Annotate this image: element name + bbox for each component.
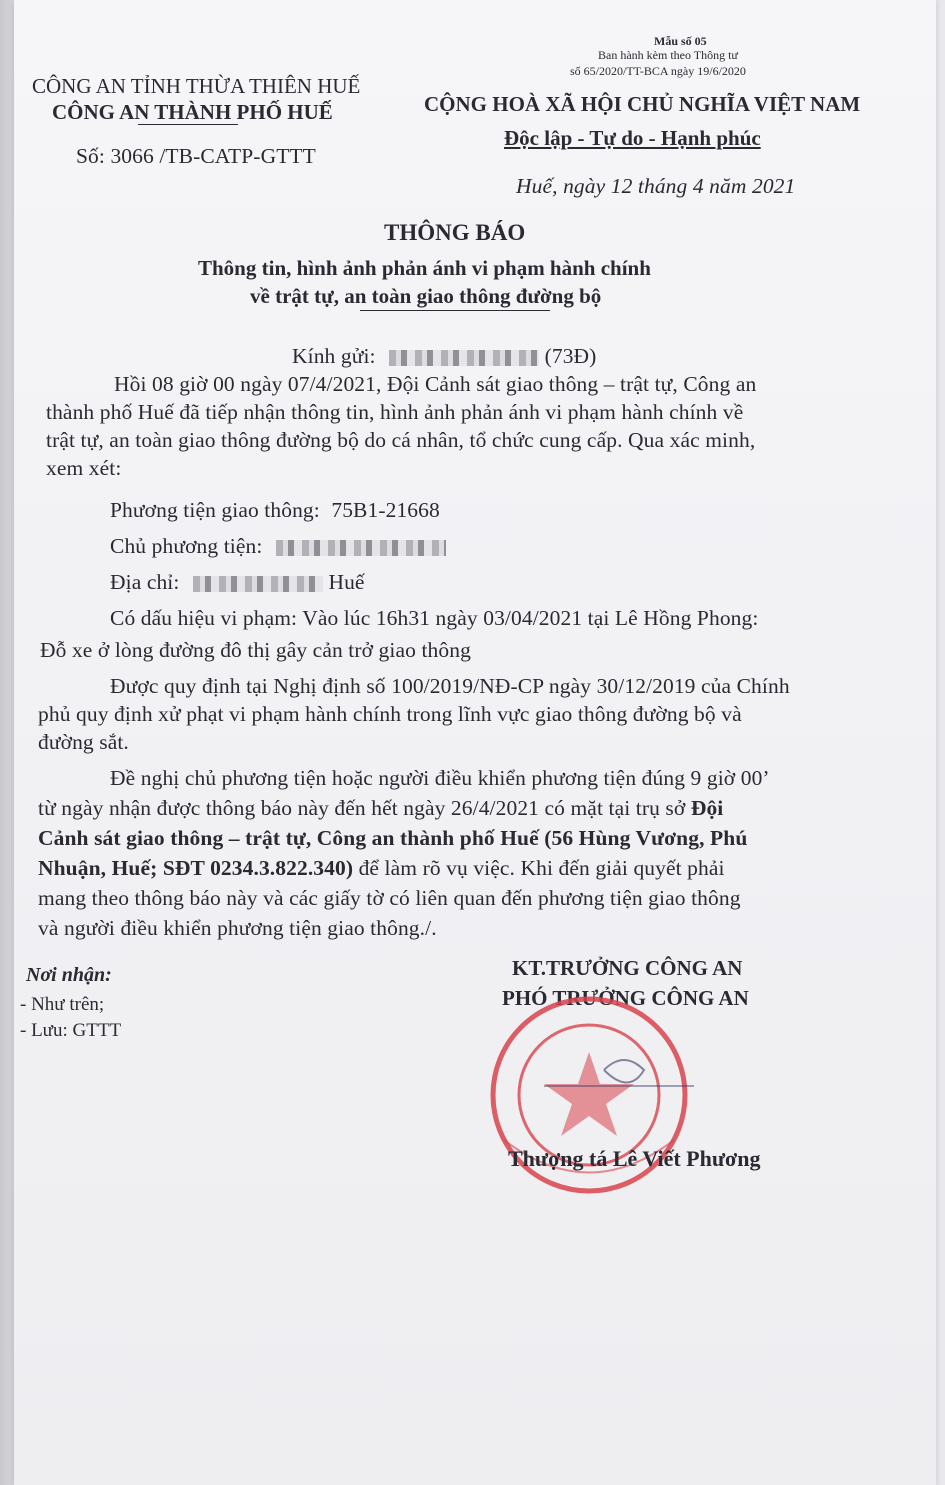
request-line5: mang theo thông báo này và các giấy tờ có liên quan đến phương tiện giao thông (38, 886, 741, 910)
owner-label: Chủ phương tiện: (110, 534, 263, 558)
request-line2 (38, 796, 723, 821)
request-line6: và người điều khiển phương tiện giao thông./. (38, 916, 437, 940)
owner-line (110, 534, 446, 559)
notice-subtitle-2: về trật tự, an toàn giao thông đường bộ (250, 284, 602, 308)
national-title: CỘNG HOÀ XÃ HỘI CHỦ NGHĨA VIỆT NAM (424, 92, 861, 116)
title-underline (360, 310, 550, 311)
request-line2-text: từ ngày nhận được thông báo này đến hết ngày 26/4/2021 có mặt tại trụ sở (38, 796, 691, 820)
recipient-suffix: (73Đ) (544, 344, 597, 368)
request-line4 (38, 856, 725, 881)
recipient-name-redacted (389, 350, 539, 366)
notice-subtitle-1: Thông tin, hình ảnh phản ánh vi phạm hành chính (198, 256, 651, 280)
paragraph1-line3: trật tự, an toàn giao thông đường bộ do cá nhân, tổ chức cung cấp. Qua xác minh, (46, 428, 756, 452)
signature-line1: KT.TRƯỞNG CÔNG AN (512, 956, 743, 980)
recipients-item1: - Như trên; (20, 994, 105, 1015)
signature-line2: PHÓ TRƯỞNG CÔNG AN (502, 986, 749, 1010)
address-city: Huế (328, 570, 365, 594)
recipient-line (292, 344, 596, 369)
notice-title: THÔNG BÁO (384, 220, 526, 245)
request-line1: Đề nghị chủ phương tiện hoặc người điều khiển phương tiện đúng 9 giờ 00’ (110, 766, 770, 790)
national-motto: Độc lập - Tự do - Hạnh phúc (504, 126, 761, 150)
address-redacted (193, 576, 323, 592)
vehicle-plate: 75B1-21668 (331, 498, 440, 522)
recipients-title: Nơi nhận: (26, 964, 112, 986)
request-line2-bold: Đội (690, 796, 724, 820)
address-label: Địa chỉ: (110, 570, 180, 594)
request-line3: Cảnh sát giao thông – trật tự, Công an thành phố Huế (56 Hùng Vương, Phú (38, 826, 748, 850)
violation-line2: Đỗ xe ở lòng đường đô thị gây cản trở giao thông (40, 638, 471, 662)
form-ref-line2: số 65/2020/TT-BCA ngày 19/6/2020 (570, 64, 746, 78)
owner-name-redacted (276, 540, 446, 556)
issue-date: Huế, ngày 12 tháng 4 năm 2021 (516, 174, 796, 198)
document-number: Số: 3066 /TB-CATP-GTTT (76, 144, 316, 168)
document-page (14, 0, 936, 1485)
recipients-item2: - Lưu: GTTT (20, 1020, 122, 1041)
paragraph1-line1: Hồi 08 giờ 00 ngày 07/4/2021, Đội Cảnh sát giao thông – trật tự, Công an (114, 372, 757, 396)
vehicle-label: Phương tiện giao thông: (110, 498, 320, 522)
violation-line1: Có dấu hiệu vi phạm: Vào lúc 16h31 ngày 03/04/2021 tại Lê Hồng Phong: (110, 606, 759, 630)
paragraph1-line4: xem xét: (46, 456, 122, 480)
signer-name: Thượng tá Lê Viết Phương (508, 1146, 761, 1171)
regulation-line2: phủ quy định xử phạt vi phạm hành chính trong lĩnh vực giao thông đường bộ và (38, 702, 742, 726)
address-line (110, 570, 365, 595)
regulation-line3: đường sắt. (38, 730, 129, 754)
form-ref-line1: Ban hành kèm theo Thông tư (598, 48, 738, 62)
agency-underline (138, 124, 238, 125)
recipient-label: Kính gửi: (292, 344, 376, 368)
regulation-line1: Được quy định tại Nghị định số 100/2019/NĐ-CP ngày 30/12/2019 của Chính (110, 674, 790, 698)
vehicle-line (110, 498, 440, 523)
request-line4-text: để làm rõ vụ việc. Khi đến giải quyết phải (353, 856, 725, 880)
form-ref-title: Mẫu số 05 (654, 34, 707, 48)
agency-name: CÔNG AN THÀNH PHỐ HUẾ (52, 100, 333, 124)
request-line4-bold: Nhuận, Huế; SĐT 0234.3.822.340) (38, 856, 354, 880)
agency-parent: CÔNG AN TỈNH THỪA THIÊN HUẾ (32, 74, 361, 98)
paragraph1-line2: thành phố Huế đã tiếp nhận thông tin, hình ảnh phản ánh vi phạm hành chính về (46, 400, 744, 424)
